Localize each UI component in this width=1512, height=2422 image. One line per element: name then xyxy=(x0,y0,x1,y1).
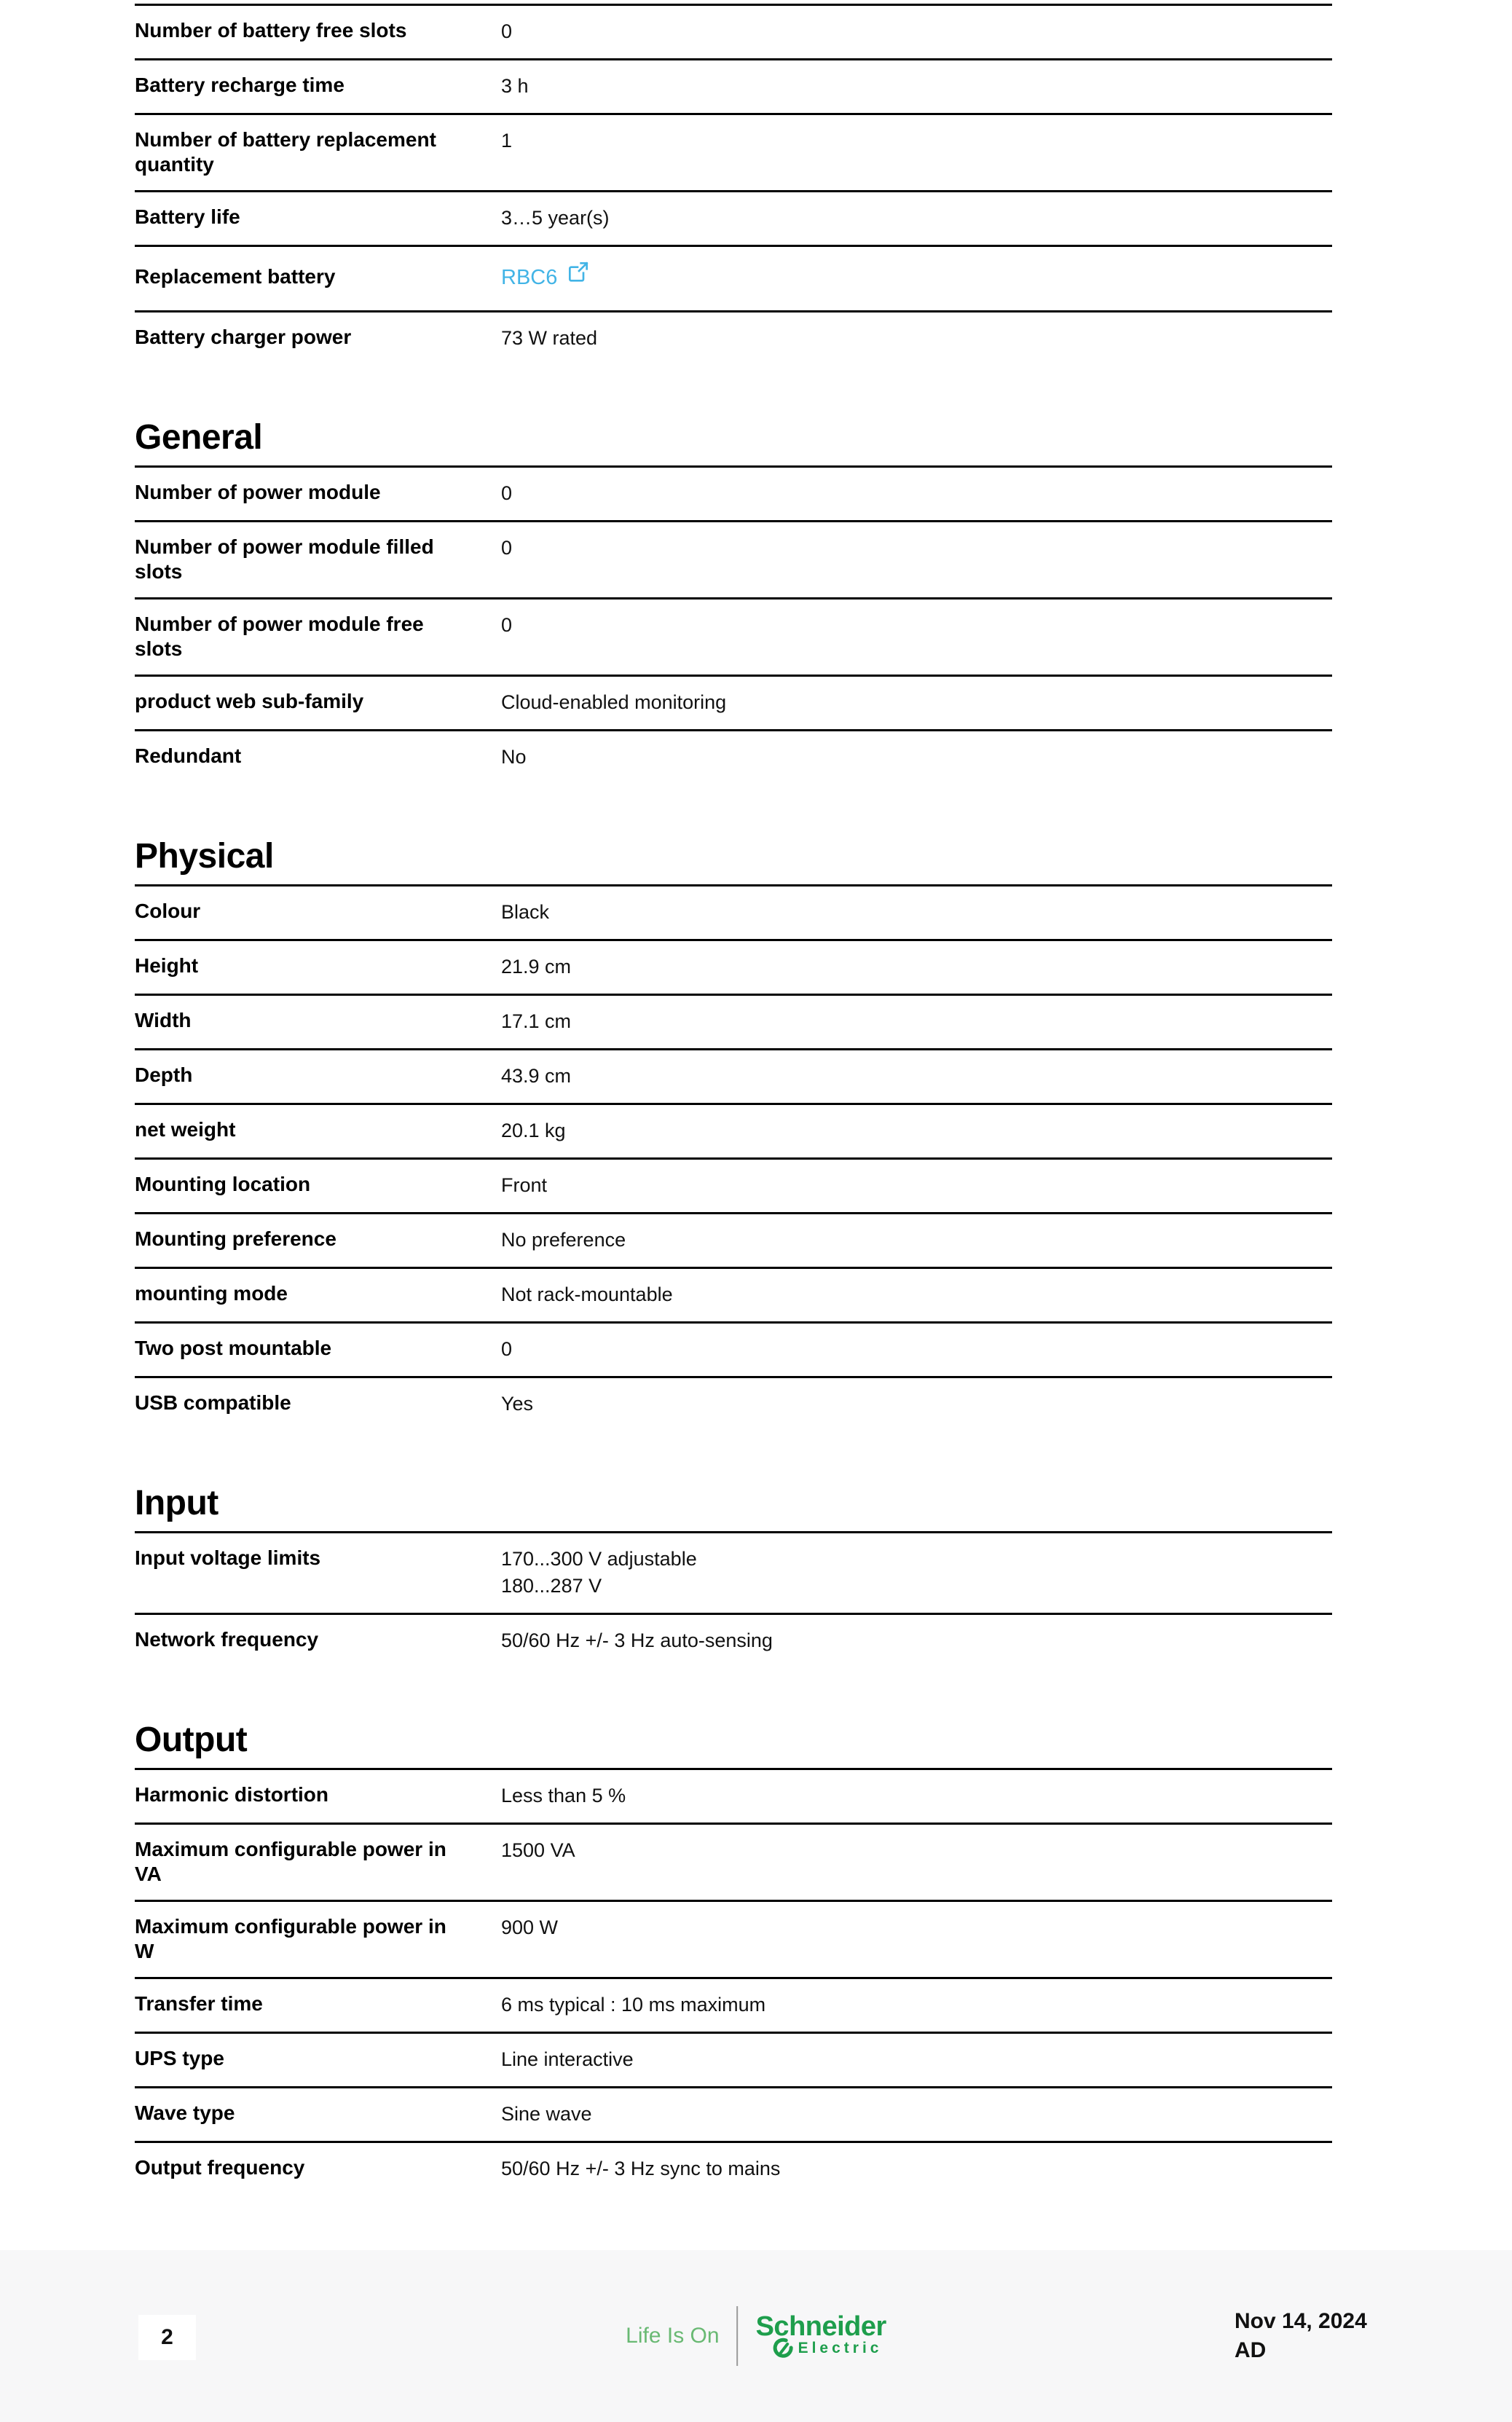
spec-section xyxy=(135,1720,1332,2195)
spec-value: Yes xyxy=(501,1393,534,1415)
spec-row xyxy=(135,1613,1332,1667)
spec-value: 0 xyxy=(501,537,513,559)
spec-row xyxy=(135,1900,1332,1977)
spec-rows xyxy=(135,4,1332,365)
spec-value: 0 xyxy=(501,614,513,636)
spec-section xyxy=(135,1483,1332,1667)
spec-value: Sine wave xyxy=(501,2103,592,2125)
spec-label: Wave type xyxy=(135,2101,235,2124)
spec-value: 50/60 Hz +/- 3 Hz auto-sensing xyxy=(501,1629,773,1651)
spec-row xyxy=(135,675,1332,729)
spec-value: Front xyxy=(501,1174,548,1196)
spec-value: 17.1 cm xyxy=(501,1010,572,1032)
spec-row xyxy=(135,1103,1332,1157)
spec-value: 1500 VA xyxy=(501,1839,575,1861)
spec-label: Number of power module filled slots xyxy=(135,535,434,583)
spec-label: Output frequency xyxy=(135,2156,305,2179)
spec-row xyxy=(135,1977,1332,2032)
spec-label: mounting mode xyxy=(135,1282,288,1305)
spec-value: 6 ms typical : 10 ms maximum xyxy=(501,1994,766,2016)
spec-value: Less than 5 % xyxy=(501,1785,626,1806)
spec-label: Number of power module free slots xyxy=(135,613,424,660)
spec-value-line: 170...300 V adjustable xyxy=(501,1548,697,1570)
spec-section xyxy=(135,417,1332,784)
spec-label: Transfer time xyxy=(135,1992,263,2015)
spec-value: No xyxy=(501,746,527,768)
spec-label: Number of battery replacement quantity xyxy=(135,128,436,176)
spec-row xyxy=(135,1048,1332,1103)
spec-label: Battery life xyxy=(135,205,240,228)
spec-row xyxy=(135,113,1332,190)
section-title: Output xyxy=(135,1721,248,1759)
spec-label: Mounting location xyxy=(135,1173,311,1195)
spec-row xyxy=(135,465,1332,520)
schneider-logo-icon xyxy=(772,2338,794,2359)
spec-row xyxy=(135,884,1332,939)
spec-value: 50/60 Hz +/- 3 Hz sync to mains xyxy=(501,2158,781,2179)
schneider-electric-label: Electric xyxy=(798,2340,883,2356)
spec-label: Network frequency xyxy=(135,1628,319,1651)
spec-label: Battery recharge time xyxy=(135,74,344,96)
spec-value: 0 xyxy=(501,482,513,504)
spec-label: Harmonic distortion xyxy=(135,1783,329,1806)
spec-row xyxy=(135,1531,1332,1613)
spec-row xyxy=(135,1212,1332,1267)
spec-value: 21.9 cm xyxy=(501,956,572,978)
spec-value: 0 xyxy=(501,1338,513,1360)
schneider-wordmark: Schneider xyxy=(755,2311,886,2342)
spec-row xyxy=(135,2141,1332,2195)
spec-rows xyxy=(135,465,1332,784)
spec-rows xyxy=(135,1768,1332,2195)
section-title: General xyxy=(135,418,263,457)
spec-label: Depth xyxy=(135,1063,193,1086)
spec-row xyxy=(135,1768,1332,1823)
page-footer xyxy=(0,2250,1512,2422)
schneider-logo xyxy=(756,2313,886,2359)
spec-value: 1 xyxy=(501,130,513,152)
spec-row xyxy=(135,1267,1332,1321)
spec-row xyxy=(135,729,1332,784)
spec-row xyxy=(135,1823,1332,1900)
spec-label: Mounting preference xyxy=(135,1227,336,1250)
spec-label: Redundant xyxy=(135,744,242,767)
spec-label: Replacement battery xyxy=(135,265,336,288)
spec-row xyxy=(135,245,1332,310)
footer-doc-code: AD xyxy=(1235,2338,1267,2362)
section-title: Input xyxy=(135,1484,218,1522)
spec-label: UPS type xyxy=(135,2047,224,2069)
spec-value: Black xyxy=(501,901,550,923)
spec-row xyxy=(135,4,1332,58)
spec-row xyxy=(135,520,1332,597)
section-title: Physical xyxy=(135,837,274,876)
spec-label: Height xyxy=(135,954,199,977)
footer-date-block xyxy=(1235,2307,1367,2365)
spec-row xyxy=(135,994,1332,1048)
spec-value: 3 h xyxy=(501,75,529,97)
spec-value xyxy=(501,1546,697,1600)
spec-label: Two post mountable xyxy=(135,1337,332,1359)
spec-row xyxy=(135,2086,1332,2141)
spec-label: Maximum configurable power in W xyxy=(135,1915,446,1962)
spec-value: Not rack-mountable xyxy=(501,1283,673,1305)
spec-value: Cloud-enabled monitoring xyxy=(501,691,727,713)
spec-label: Colour xyxy=(135,900,201,922)
life-is-on-logo: Life Is On xyxy=(626,2324,720,2348)
page-number-box xyxy=(138,2315,196,2360)
spec-label: net weight xyxy=(135,1118,236,1141)
spec-row xyxy=(135,1321,1332,1376)
spec-label: Number of power module xyxy=(135,481,381,503)
spec-value: 20.1 kg xyxy=(501,1120,566,1141)
spec-label: product web sub-family xyxy=(135,690,364,712)
spec-content xyxy=(135,0,1332,2296)
spec-label: Number of battery free slots xyxy=(135,19,407,42)
spec-value: 900 W xyxy=(501,1916,559,1938)
spec-value-line: 180...287 V xyxy=(501,1575,602,1597)
spec-row xyxy=(135,190,1332,245)
spec-value: 73 W rated xyxy=(501,327,598,349)
spec-row xyxy=(135,310,1332,365)
spec-section xyxy=(135,836,1332,1431)
spec-row xyxy=(135,597,1332,675)
spec-value: 43.9 cm xyxy=(501,1065,572,1087)
footer-date: Nov 14, 2024 xyxy=(1235,2309,1367,2333)
replacement-battery-link-label[interactable]: RBC6 xyxy=(501,266,558,289)
spec-label: Maximum configurable power in VA xyxy=(135,1838,446,1885)
spec-value xyxy=(501,264,589,291)
spec-value: 3…5 year(s) xyxy=(501,207,610,229)
schneider-electric-row xyxy=(772,2338,886,2359)
spec-rows xyxy=(135,884,1332,1431)
spec-row xyxy=(135,2032,1332,2086)
page-number: 2 xyxy=(161,2325,173,2349)
spec-value: No preference xyxy=(501,1229,626,1251)
spec-label: Width xyxy=(135,1009,192,1031)
spec-rows xyxy=(135,1531,1332,1667)
external-link-icon[interactable] xyxy=(566,261,589,284)
spec-label: Input voltage limits xyxy=(135,1546,321,1569)
spec-value: Line interactive xyxy=(501,2048,634,2070)
brand-logo xyxy=(626,2306,886,2366)
spec-label: USB compatible xyxy=(135,1391,291,1414)
logo-divider xyxy=(737,2306,739,2366)
spec-section xyxy=(135,4,1332,365)
spec-value: 0 xyxy=(501,20,513,42)
replacement-battery-link[interactable] xyxy=(501,265,589,290)
spec-row xyxy=(135,58,1332,113)
spec-label: Battery charger power xyxy=(135,326,352,348)
spec-row xyxy=(135,1376,1332,1431)
spec-row xyxy=(135,939,1332,994)
spec-row xyxy=(135,1157,1332,1212)
